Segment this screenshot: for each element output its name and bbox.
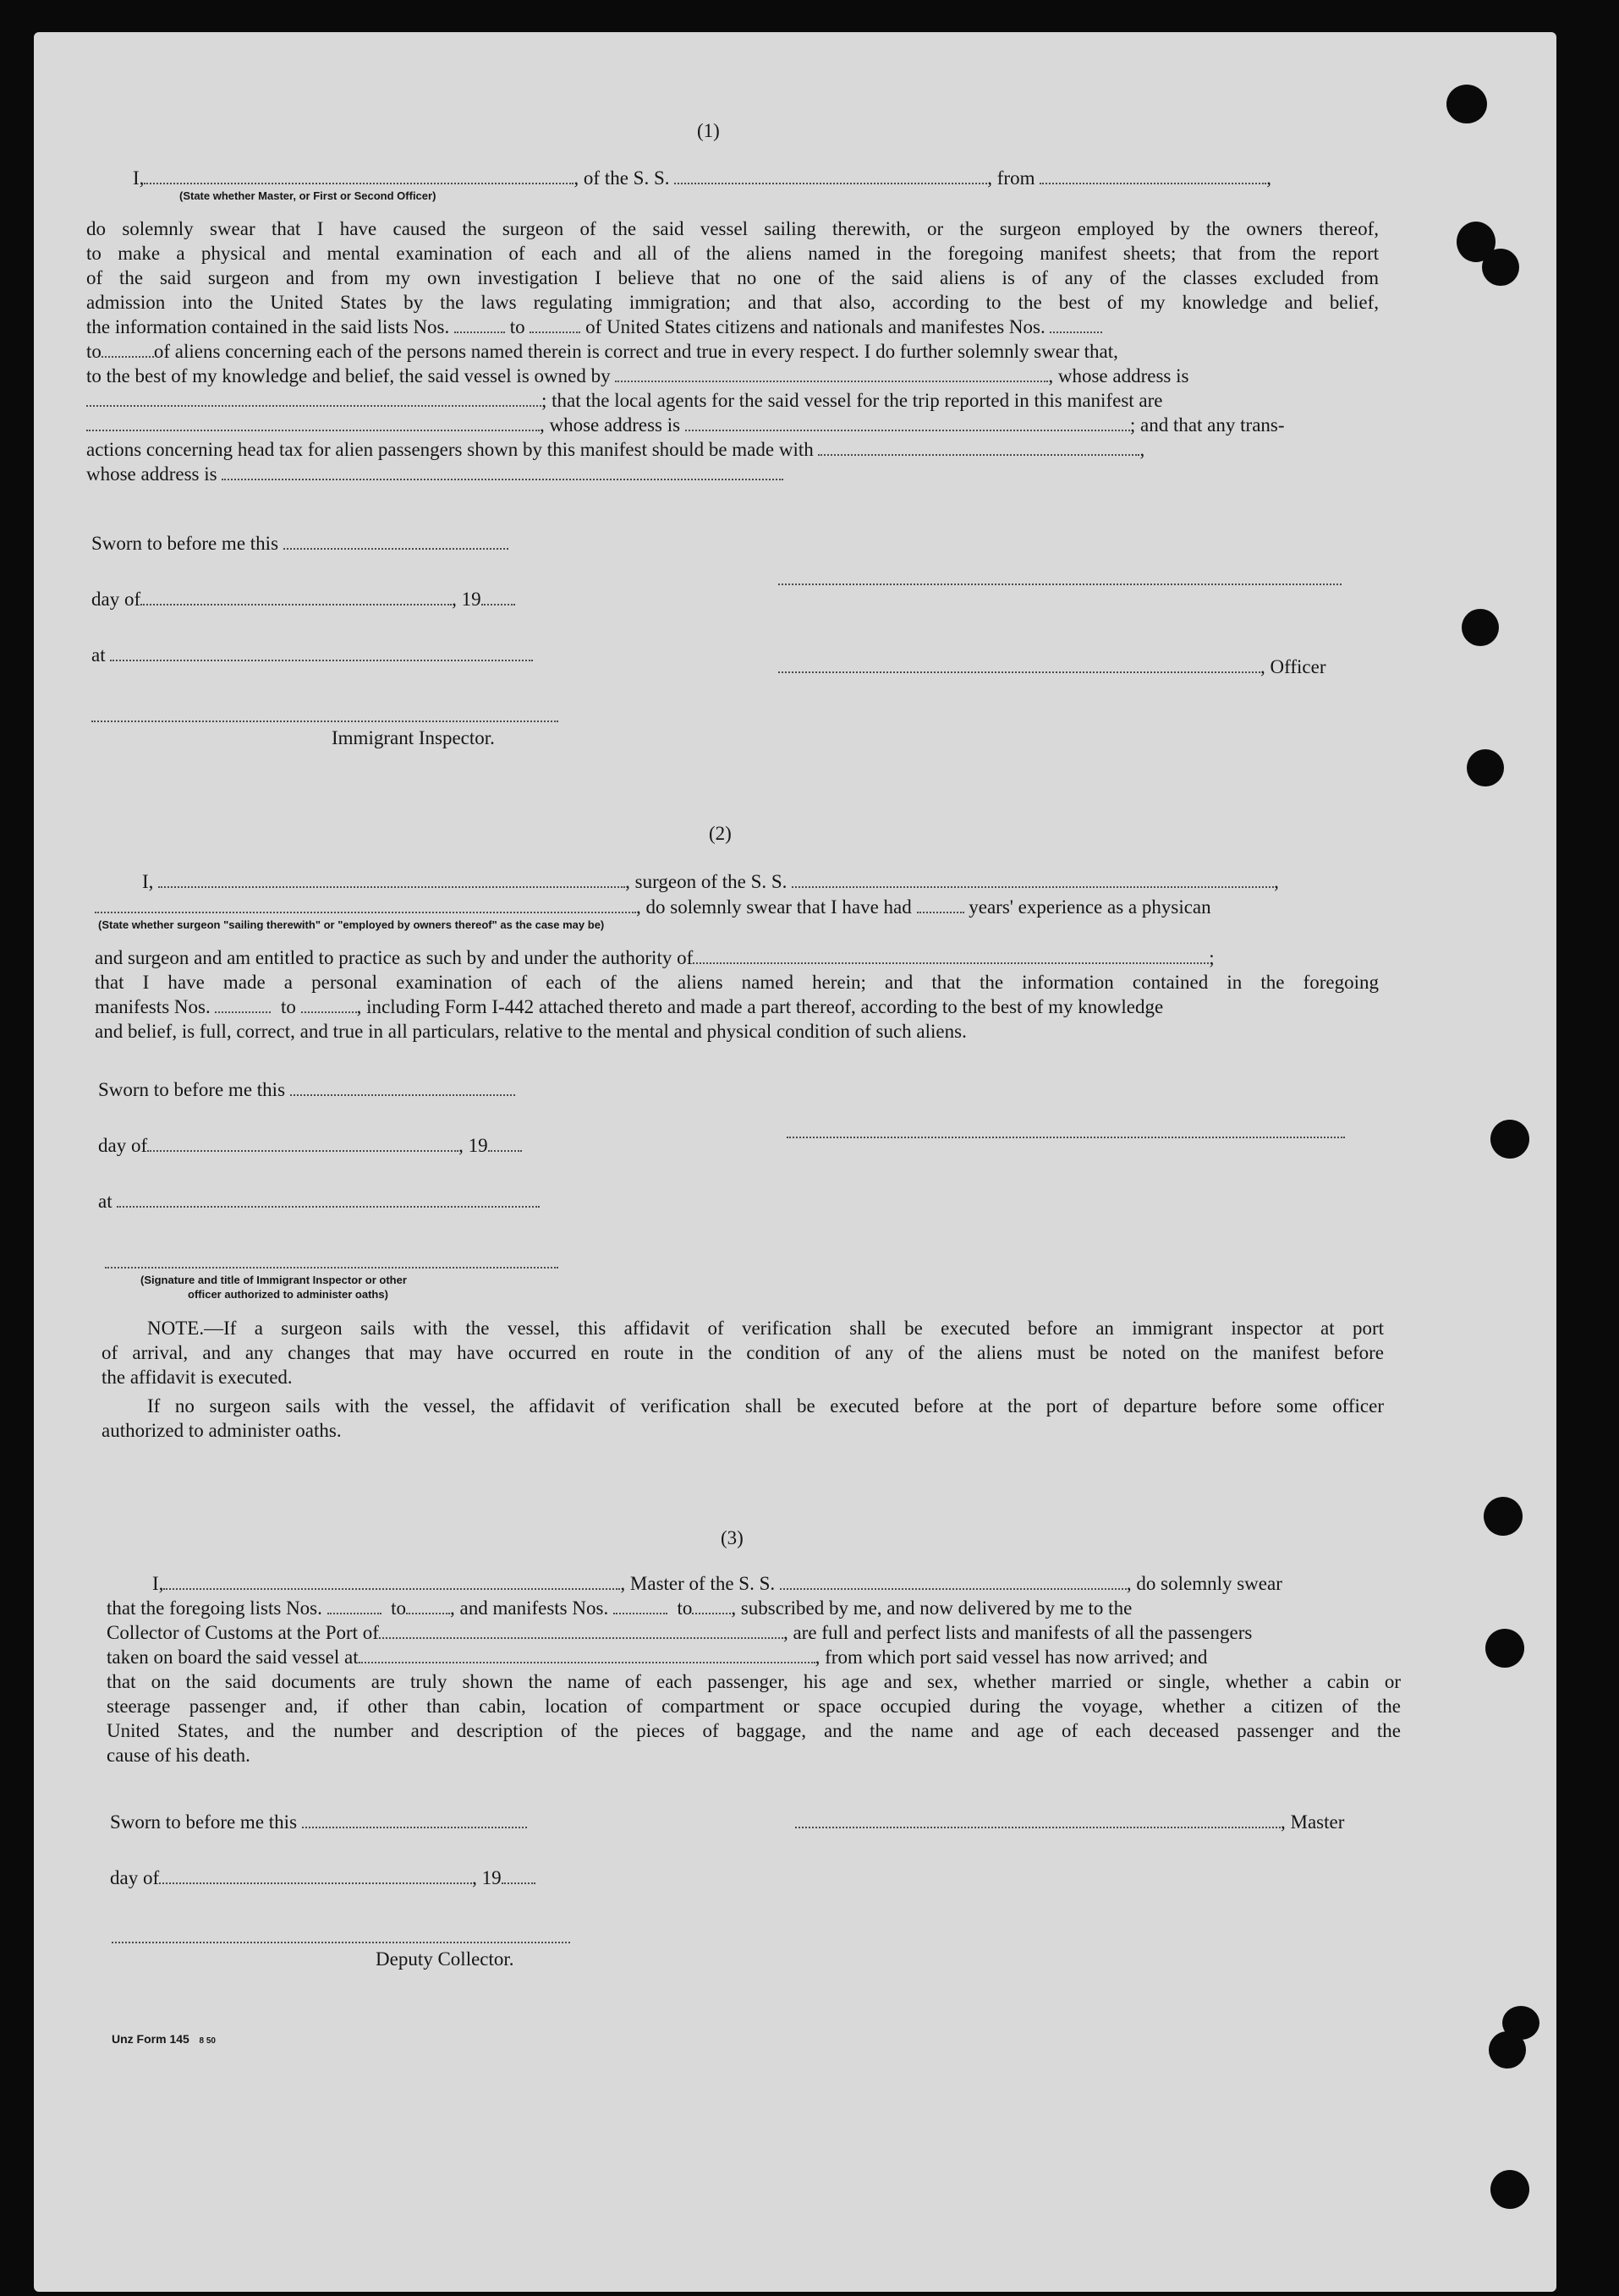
s3-day-of-field[interactable] (159, 1867, 472, 1884)
master-vessel-field[interactable] (780, 1573, 1127, 1590)
section-2-last-line: and belief, is full, correct, and true in all particulars, relative to the mental and physical condition of such aliens. (95, 1021, 967, 1042)
section-3-line-2: that the foregoing lists Nos. to , and manifests Nos. to , subscribed by me, and now delivered by me to the (107, 1597, 1133, 1619)
section-1-sworn-line: Sworn to before me this (91, 531, 508, 556)
sig-note-1: (Signature and title of Immigrant Inspector or other (140, 1274, 407, 1286)
section-1-para-line: do solemnly swear that I have caused the surgeon of the said vessel sailing therewith, or the surgeon employed by the owners thereof, (86, 218, 1379, 239)
manifests-no-from-field[interactable] (215, 996, 271, 1013)
section-2-line-1: I, , surgeon of the S. S. , (142, 871, 1279, 892)
master-signature-field[interactable] (795, 1811, 1281, 1828)
form-number: Unz Form 145 8 50 (112, 2032, 216, 2046)
section-3-para-line: United States, and the number and description of the pieces of baggage, and the name and age of each deceased passenger and the (107, 1720, 1401, 1741)
deputy-signature-line[interactable] (112, 1940, 570, 1943)
section-2-day-line: day of , 19 (98, 1133, 522, 1158)
section-1-to-line: to of aliens concerning each of the persons named therein is correct and true in every respect. I do further solemnly swear that, (86, 341, 1118, 362)
section-3-para-line: steerage passenger and, if other than cabin, location of compartment or space occupied during the voyage, whether a citizen of the (107, 1696, 1401, 1717)
taken-on-board-field[interactable] (359, 1647, 815, 1663)
master-name-field[interactable] (163, 1573, 620, 1590)
surgeon-vessel-field[interactable] (792, 871, 1274, 888)
officer-name-field[interactable] (778, 656, 1260, 673)
lists-from-field[interactable] (454, 316, 505, 333)
s2-year-field[interactable] (488, 1135, 522, 1152)
section-3-line-4: taken on board the said vessel at , from which port said vessel has now arrived; and (107, 1647, 1208, 1668)
lists-to-field[interactable] (530, 316, 580, 333)
authority-field[interactable] (693, 947, 1209, 964)
officer-field[interactable] (144, 167, 574, 184)
section-3-sworn-line: Sworn to before me this (110, 1810, 527, 1834)
head-tax-party-field[interactable] (818, 439, 1139, 456)
manifests-to-field[interactable] (102, 341, 154, 358)
officer-note: (State whether Master, or First or Second Officer) (179, 189, 436, 202)
note-line: NOTE.—If a surgeon sails with the vessel, this affidavit of verification shall be executed before an immigrant inspector at port (147, 1318, 1384, 1339)
master-line: , Master (795, 1810, 1344, 1834)
note-last-line: the affidavit is executed. (102, 1367, 293, 1388)
vessel-name-field[interactable] (674, 167, 987, 184)
manifests-from-field[interactable] (1050, 316, 1102, 333)
manifest-affidavit-page (34, 32, 1556, 2292)
punch-hole (1462, 609, 1499, 646)
section-3-day-line: day of , 19 (110, 1866, 535, 1890)
sig-note-2: officer authorized to administer oaths) (188, 1288, 388, 1301)
section-1-tax-line: actions concerning head tax for alien passengers shown by this manifest should be made with , (86, 439, 1145, 460)
note-2-last-line: authorized to administer oaths. (102, 1420, 342, 1441)
section-3-line-1: I, , Master of the S. S. , do solemnly swear (152, 1573, 1282, 1594)
from-port-field[interactable] (1040, 167, 1266, 184)
section-2-line-2: , do solemnly swear that I have had years' experience as a physican (95, 895, 1211, 919)
section-1-number: (1) (697, 120, 720, 141)
section-2-at-line: at (98, 1189, 540, 1214)
section-1-owned-line: to the best of my knowledge and belief, the said vessel is owned by , whose address is (86, 365, 1189, 386)
note-line: of arrival, and any changes that may have occurred en route in the condition of any of the aliens must be noted on the manifest before (102, 1342, 1384, 1363)
deputy-collector-label: Deputy Collector. (376, 1948, 514, 1970)
port-field[interactable] (379, 1622, 783, 1639)
s2-sworn-date-field[interactable] (290, 1079, 515, 1096)
section-2-manifests-line: manifests Nos. to , including Form I-442 attached thereto and made a part thereof, according to the best of my knowledge (95, 996, 1164, 1017)
s2-day-of-field[interactable] (147, 1135, 458, 1152)
section-2-para-line: that I have made a personal examination of each of the aliens named herein; and that the information contained in the foregoing (95, 972, 1379, 993)
punch-hole (1484, 1497, 1523, 1536)
surgeon-note: (State whether surgeon "sailing therewith" or "employed by owners thereof" as the case may be) (98, 918, 605, 931)
officer-signature-line[interactable] (778, 582, 1342, 585)
surgeon-name-field[interactable] (158, 871, 625, 888)
s3-manifests-to-field[interactable] (692, 1597, 731, 1614)
punch-hole (1467, 749, 1504, 786)
note-2-line: If no surgeon sails with the vessel, the affidavit of verification shall be executed before at the port of departure before some officer (147, 1395, 1384, 1417)
s2-at-place-field[interactable] (117, 1191, 540, 1208)
section-1-para-line: admission into the United States by the laws regulating immigration; and that also, according to the best of my knowledge and belief, (86, 292, 1379, 313)
surgeon-capacity-field[interactable] (95, 896, 636, 913)
s3-lists-from-field[interactable] (327, 1597, 381, 1614)
punch-hole (1490, 2170, 1529, 2209)
sworn-date-field[interactable] (283, 533, 508, 550)
officer-line: , Officer (778, 655, 1325, 679)
section-3-para-line: that on the said documents are truly shown the name of each passenger, his age and sex, whether married or single, whether a cabin or (107, 1671, 1401, 1692)
years-experience-field[interactable] (917, 896, 964, 913)
manifests-no-to-field[interactable] (301, 996, 357, 1013)
section-1-at-line: at (91, 643, 533, 667)
inspector-signature-line[interactable] (91, 719, 558, 722)
punch-hole (1485, 1629, 1524, 1668)
s3-lists-to-field[interactable] (406, 1597, 450, 1614)
section-3-line-3: Collector of Customs at the Port of , are full and perfect lists and manifests of all the passengers (107, 1622, 1253, 1643)
immigrant-inspector-label: Immigrant Inspector. (332, 727, 495, 748)
owner-field[interactable] (615, 365, 1048, 382)
s3-year-field[interactable] (502, 1867, 535, 1884)
section-2-number: (2) (709, 823, 732, 844)
day-of-field[interactable] (140, 589, 452, 606)
punch-hole (1446, 85, 1487, 123)
punch-hole (1489, 2031, 1526, 2069)
surgeon-signature-line[interactable] (787, 1135, 1345, 1138)
section-1-agents-line: ; that the local agents for the said vessel for the trip reported in this manifest are (86, 388, 1162, 413)
owner-address-field[interactable] (86, 390, 541, 407)
s2-inspector-signature-line[interactable] (105, 1265, 558, 1269)
year-field[interactable] (481, 589, 515, 606)
section-1-address-line: , whose address is ; and that any trans- (86, 413, 1285, 437)
section-1-day-line: day of , 19 (91, 587, 515, 611)
section-1-line-1: I, , of the S. S. , from , (133, 167, 1271, 189)
s3-manifests-from-field[interactable] (613, 1597, 667, 1614)
section-1-para-line: of the said surgeon and from my own investigation I believe that no one of the said aliens is of any of the classes excluded from (86, 267, 1379, 288)
section-2-sworn-line: Sworn to before me this (98, 1077, 515, 1102)
section-1-para-line: to make a physical and mental examination of each and all of the aliens named in the foregoing manifest sheets; that from the report (86, 243, 1379, 264)
s3-sworn-date-field[interactable] (302, 1811, 527, 1828)
agents-address-field[interactable] (685, 414, 1130, 431)
section-3-last-line: cause of his death. (107, 1745, 250, 1766)
section-1-whose-line: whose address is (86, 462, 783, 486)
punch-hole (1482, 249, 1519, 286)
at-place-field[interactable] (110, 644, 533, 661)
head-tax-address-field[interactable] (222, 463, 783, 480)
punch-hole (1490, 1120, 1529, 1159)
local-agents-field[interactable] (86, 414, 540, 431)
section-1-lists-line: the information contained in the said lists Nos. to of United States citizens and nationals and manifestes Nos. (86, 315, 1102, 339)
section-3-number: (3) (721, 1527, 744, 1548)
section-2-authority-line: and surgeon and am entitled to practice as such by and under the authority of ; (95, 947, 1215, 968)
